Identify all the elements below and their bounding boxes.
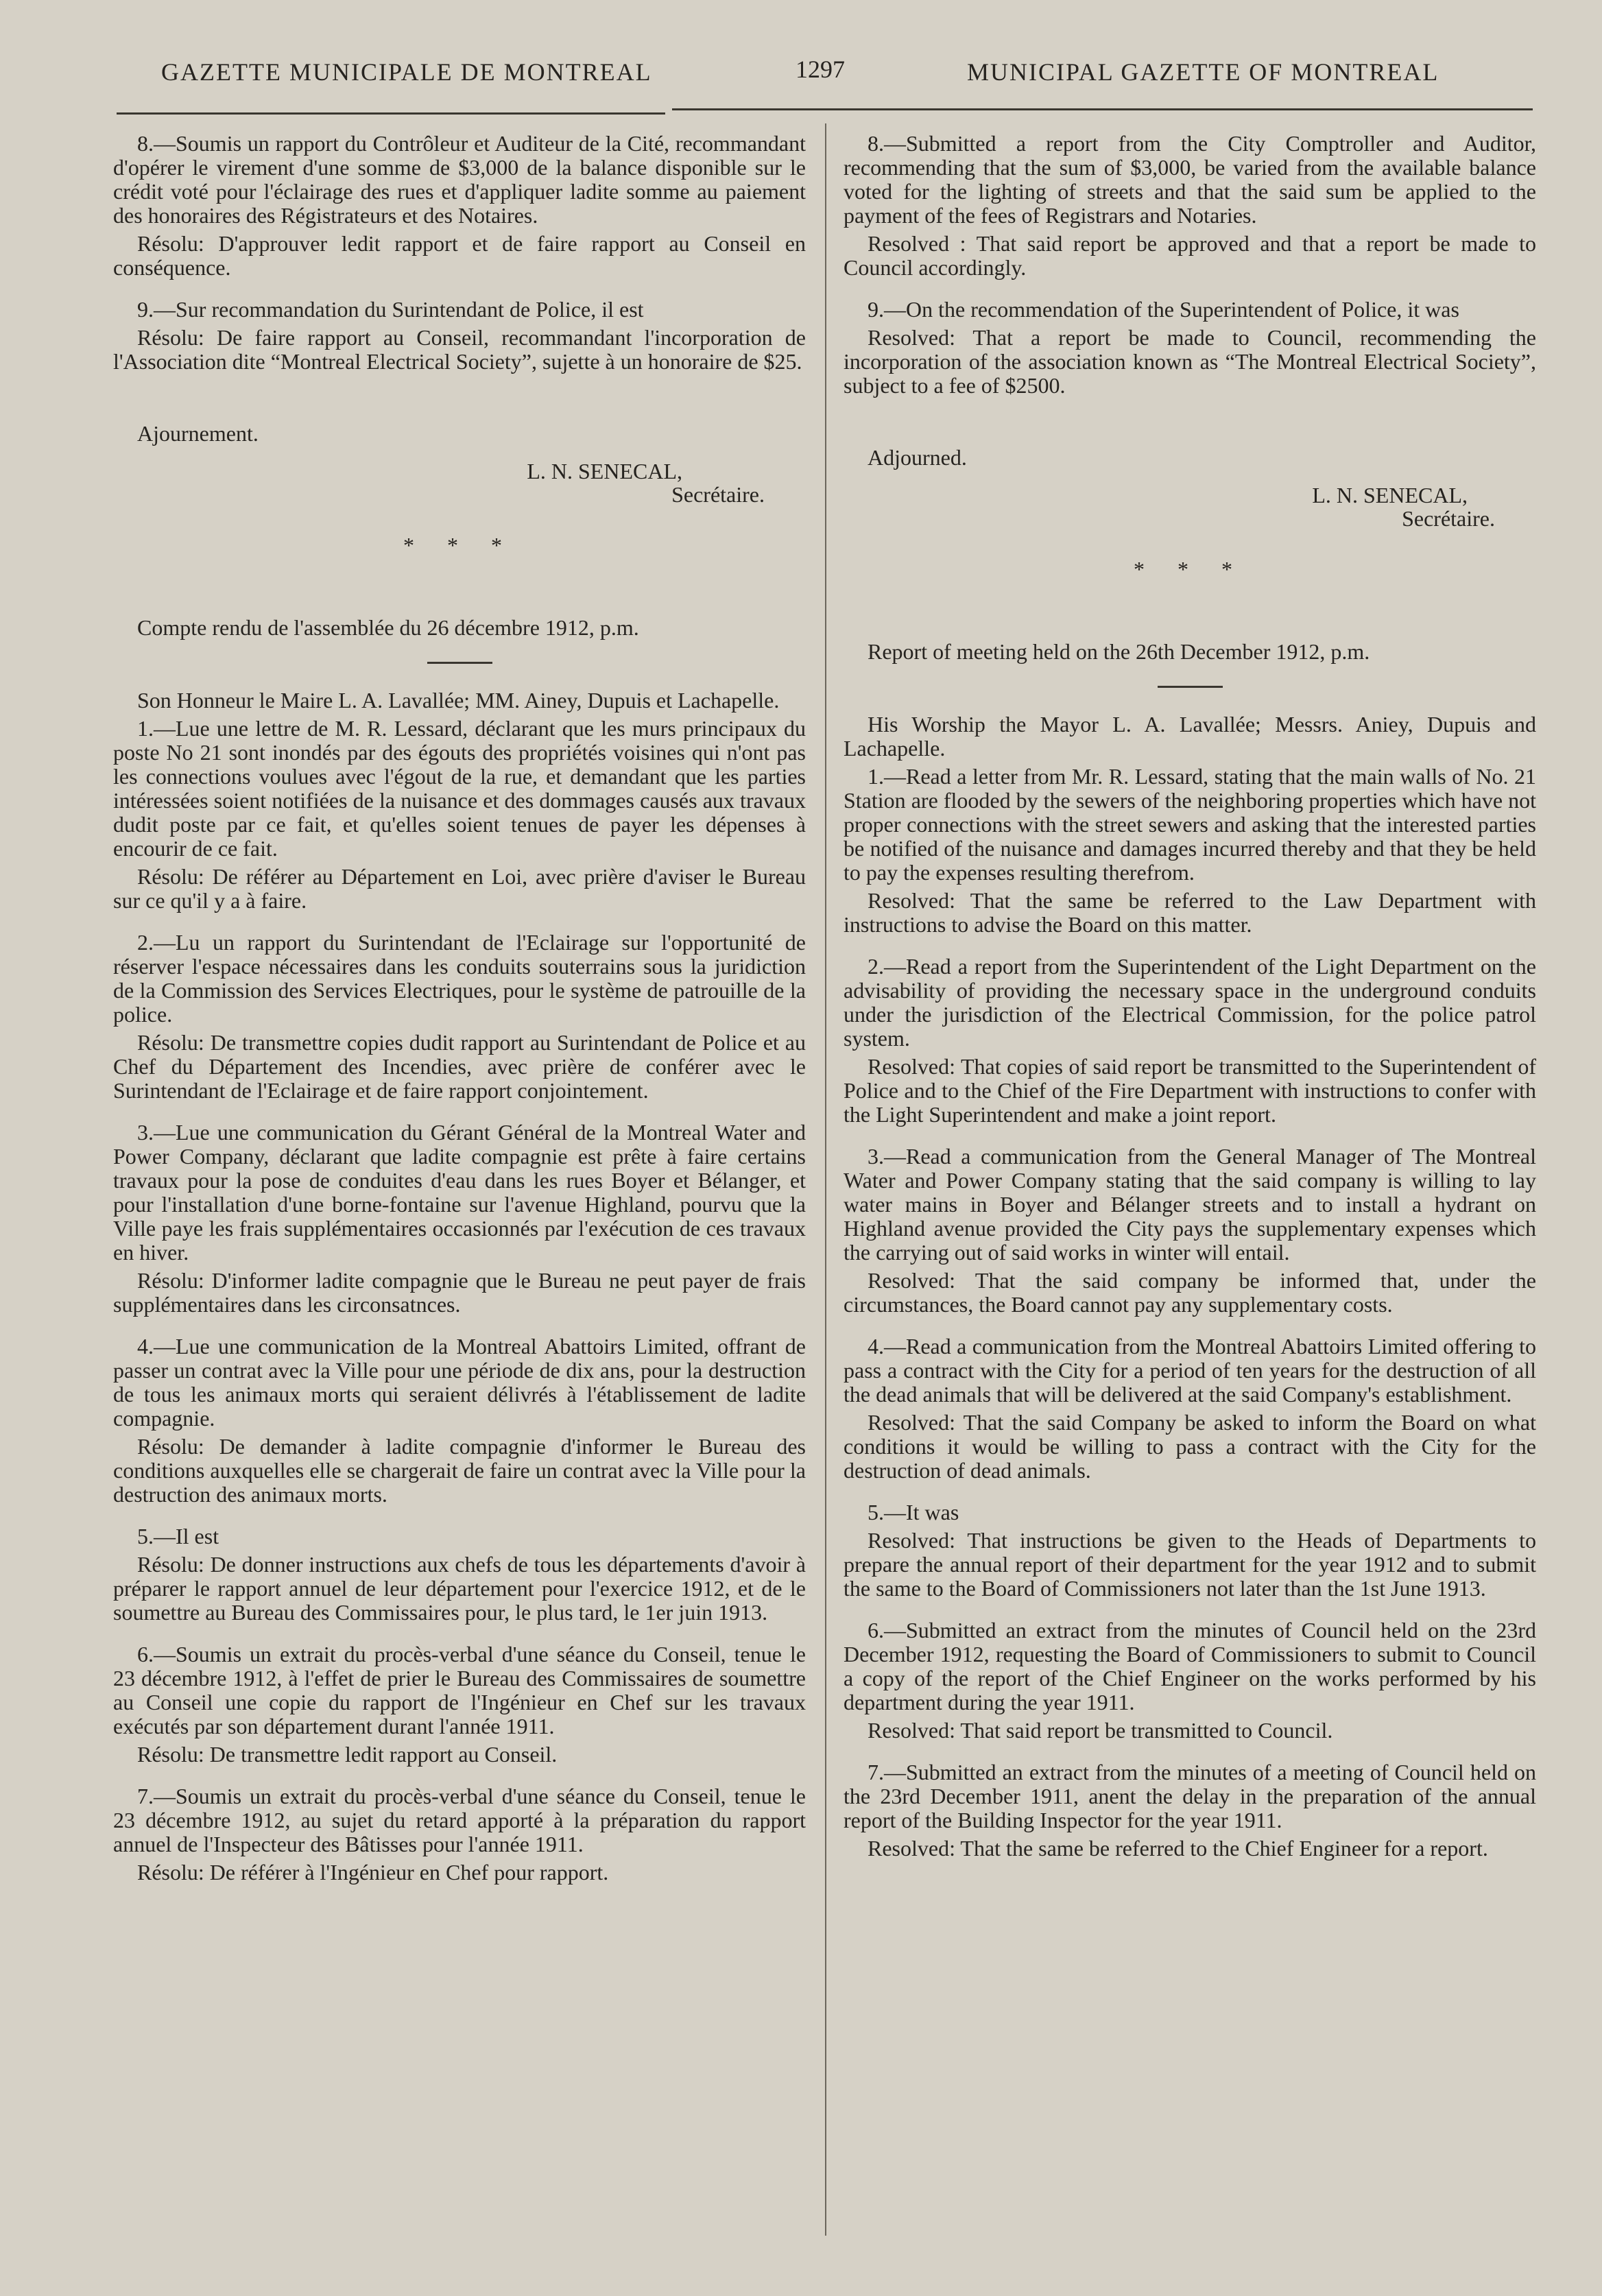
en-signature-title: Secrétaire.	[1402, 506, 1495, 531]
fr-signature-title: Secrétaire.	[671, 482, 765, 507]
fr-present-members: Son Honneur le Maire L. A. Lavallée; MM. Ainey, Dupuis et Lachapelle.	[137, 688, 780, 713]
fr-item-9: 9.—Sur recommandation du Surintendant de Police, il est	[137, 297, 644, 322]
fr-item-8: 8.—Soumis un rapport du Contrôleur et Auditeur de la Cité, recommandant d'opérer le virement d'une somme de $3,000 de la balance disponible sur le crédit voté pour l'éclairage des rues et d'appliquer ladite somme au paiement des honoraires des Régistrateurs et des Notaires.	[113, 131, 806, 228]
fr-item-6-resolution: Résolu: De transmettre ledit rapport au Conseil.	[137, 1742, 558, 1767]
fr-item-5: 5.—Il est	[137, 1524, 219, 1548]
fr-section-stars: * * *	[403, 533, 516, 558]
fr-meeting-title: Compte rendu de l'assemblée du 26 décembre 1912, p.m.	[137, 615, 639, 640]
fr-item-7-resolution: Résolu: De référer à l'Ingénieur en Chef pour rapport.	[137, 1860, 609, 1885]
en-item-7-resolution: Resolved: That the same be referred to the Chief Engineer for a report.	[868, 1836, 1488, 1861]
en-present-members: His Worship the Mayor L. A. Lavallée; Messrs. Aniey, Dupuis and Lachapelle.	[844, 712, 1536, 761]
en-item-3-resolution: Resolved: That the said company be informed that, under the circumstances, the Board cannot pay any supplementary costs.	[844, 1268, 1536, 1317]
english-column	[844, 132, 1536, 1865]
en-meeting-title: Report of meeting held on the 26th December 1912, p.m.	[868, 639, 1370, 664]
en-item-4-resolution: Resolved: That the said Company be asked to inform the Board on what conditions it would be willing to pass a contract with the City for the destruction of dead animals.	[844, 1410, 1536, 1483]
en-item-2: 2.—Read a report from the Superintendent of the Light Department on the advisability of providing the necessary space in the underground conduits under the jurisdiction of the Electrical Commission, for the police patrol system.	[844, 954, 1536, 1051]
fr-adjournment: Ajournement.	[137, 421, 259, 446]
fr-item-1: 1.—Lue une lettre de M. R. Lessard, déclarant que les murs principaux du poste No 21 sont inondés par des égouts des propriétés voisines qui n'ont pas les connections voulues avec l'égout de la rue, et demandant que les parties intéressées soient notifiées de la nuisance et des dommages causés aux travaux dudit poste par ce fait, et qu'elles soient tenues de payer les dépenses à encourir de ce fait.	[113, 716, 806, 861]
fr-item-8-resolution: Résolu: D'approuver ledit rapport et de faire rapport au Conseil en conséquence.	[113, 231, 806, 280]
fr-item-3-resolution: Résolu: D'informer ladite compagnie que le Bureau ne peut payer de frais supplémentaires dans les circonsatnces.	[113, 1268, 806, 1317]
en-item-4: 4.—Read a communication from the Montreal Abattoirs Limited offering to pass a contract with the City for a period of ten years for the destruction of all the dead animals that will be delivered at the said Company's establishment.	[844, 1334, 1536, 1407]
fr-item-6: 6.—Soumis un extrait du procès-verbal d'une séance du Conseil, tenue le 23 décembre 1912, à l'effet de prier le Bureau des Commissaires de soumettre au Conseil une copie du rapport de l'Ingénieur en Chef sur les travaux exécutés par son département durant l'année 1911.	[113, 1642, 806, 1738]
en-item-1-resolution: Resolved: That the same be referred to the Law Department with instructions to advise the Board on this matter.	[844, 888, 1536, 937]
en-item-8: 8.—Submitted a report from the City Comptroller and Auditor, recommending that the sum of $3,000, be varied from the available balance voted for the lighting of streets and that the said sum be applied to the payment of the fees of Registrars and Notaries.	[844, 131, 1536, 228]
en-item-2-resolution: Resolved: That copies of said report be transmitted to the Superintendent of Police and to the Chief of the Fire Department with instructions to confer with the Light Superintendent and make a joint report.	[844, 1054, 1536, 1127]
fr-short-rule	[427, 662, 492, 664]
en-item-3: 3.—Read a communication from the General Manager of The Montreal Water and Power Company stating that the said company is willing to lay water mains in Boyer and Bélanger streets and to install a hydrant on Highland avenue provided the City pays the supplementary expenses which the carrying out of said works in winter will entail.	[844, 1144, 1536, 1265]
header-rule-left	[117, 112, 665, 115]
fr-item-1-resolution: Résolu: De référer au Département en Loi, avec prière d'aviser le Bureau sur ce qu'il y a à faire.	[113, 864, 806, 913]
page-header	[0, 0, 1602, 120]
header-french-title: GAZETTE MUNICIPALE DE MONTREAL	[161, 58, 652, 86]
en-item-5-resolution: Resolved: That instructions be given to the Heads of Departments to prepare the annual report of their department for the year 1912 and to submit the same to the Board of Commissioners not later than the 1st June 1913.	[844, 1528, 1536, 1601]
en-item-6: 6.—Submitted an extract from the minutes of Council held on the 23rd December 1912, requesting the Board of Commissioners to submit to Council a copy of the report of the Chief Engineer on the works performed by his department during the year 1911.	[844, 1618, 1536, 1714]
en-item-8-resolution: Resolved : That said report be approved and that a report be made to Council accordingly.	[844, 231, 1536, 280]
fr-signature-name: L. N. SENECAL,	[527, 459, 682, 483]
fr-item-5-resolution: Résolu: De donner instructions aux chefs de tous les départements d'avoir à préparer le rapport annuel de leur département pour l'exercice 1912, et de le soumettre au Bureau des Commissaires pour, le plus tard, le 1er juin 1913.	[113, 1552, 806, 1625]
en-short-rule	[1158, 686, 1223, 688]
en-item-9-resolution: Resolved: That a report be made to Council, recommending the incorporation of the association known as “The Montreal Electrical Society”, subject to a fee of $2500.	[844, 325, 1536, 398]
fr-item-4-resolution: Résolu: De demander à ladite compagnie d'informer le Bureau des conditions auxquelles elle se chargerait de faire un contrat avec la Ville pour la destruction des animaux morts.	[113, 1434, 806, 1507]
en-adjournment: Adjourned.	[868, 445, 967, 470]
en-item-7: 7.—Submitted an extract from the minutes of a meeting of Council held on the 23rd December 1911, anent the delay in the preparation of the annual report of the Building Inspector for the year 1911.	[844, 1760, 1536, 1832]
en-item-5: 5.—It was	[868, 1500, 959, 1524]
page-number: 1297	[796, 56, 845, 83]
column-divider	[825, 123, 826, 2236]
header-english-title: MUNICIPAL GAZETTE OF MONTREAL	[967, 58, 1439, 86]
french-column	[113, 132, 806, 1889]
fr-item-7: 7.—Soumis un extrait du procès-verbal d'une séance du Conseil, tenue le 23 décembre 1912, au sujet du retard apporté à la préparation du rapport annuel de l'Inspecteur des Bâtisses pour l'année 1911.	[113, 1784, 806, 1856]
en-signature-name: L. N. SENECAL,	[1312, 483, 1468, 507]
fr-item-9-resolution: Résolu: De faire rapport au Conseil, recommandant l'incorporation de l'Association dite “Montreal Electrical Society”, sujette à un honoraire de $25.	[113, 325, 806, 374]
en-item-6-resolution: Resolved: That said report be transmitted to Council.	[868, 1718, 1333, 1743]
en-item-1: 1.—Read a letter from Mr. R. Lessard, stating that the main walls of No. 21 Station are flooded by the sewers of the neighboring properties which have not proper connections with the street sewers and asking that the interested parties be notified of the nuisance and damages incurred thereby and that they be held to pay the expenses resulting therefrom.	[844, 764, 1536, 885]
fr-item-2-resolution: Résolu: De transmettre copies dudit rapport au Surintendant de Police et au Chef du Département des Incendies, avec prière de conférer avec le Surintendant de l'Eclairage et de faire rapport conjointement.	[113, 1030, 806, 1103]
fr-item-2: 2.—Lu un rapport du Surintendant de l'Eclairage sur l'opportunité de réserver l'espace nécessaires dans les conduits souterrains sous la juridiction de la Commission des Services Electriques, pour le système de patrouille de la police.	[113, 930, 806, 1027]
en-item-9: 9.—On the recommendation of the Superintendent of Police, it was	[868, 297, 1459, 322]
header-rule-right	[672, 108, 1533, 110]
fr-item-3: 3.—Lue une communication du Gérant Général de la Montreal Water and Power Company, déclarant que ladite compagnie est prête à faire certains travaux pour la pose de conduites d'eau dans les rues Boyer et Bélanger, et pour l'installation d'une borne-fontaine sur l'avenue Highland, pourvu que la Ville paye les frais supplémentaires occasionnés par l'exécution de ces travaux en hiver.	[113, 1120, 806, 1265]
fr-item-4: 4.—Lue une communication de la Montreal Abattoirs Limited, offrant de passer un contrat avec la Ville pour une période de dix ans, pour la destruction de tous les animaux morts qui seraient délivrés à l'établissement de ladite compagnie.	[113, 1334, 806, 1431]
en-section-stars: * * *	[1134, 557, 1246, 582]
